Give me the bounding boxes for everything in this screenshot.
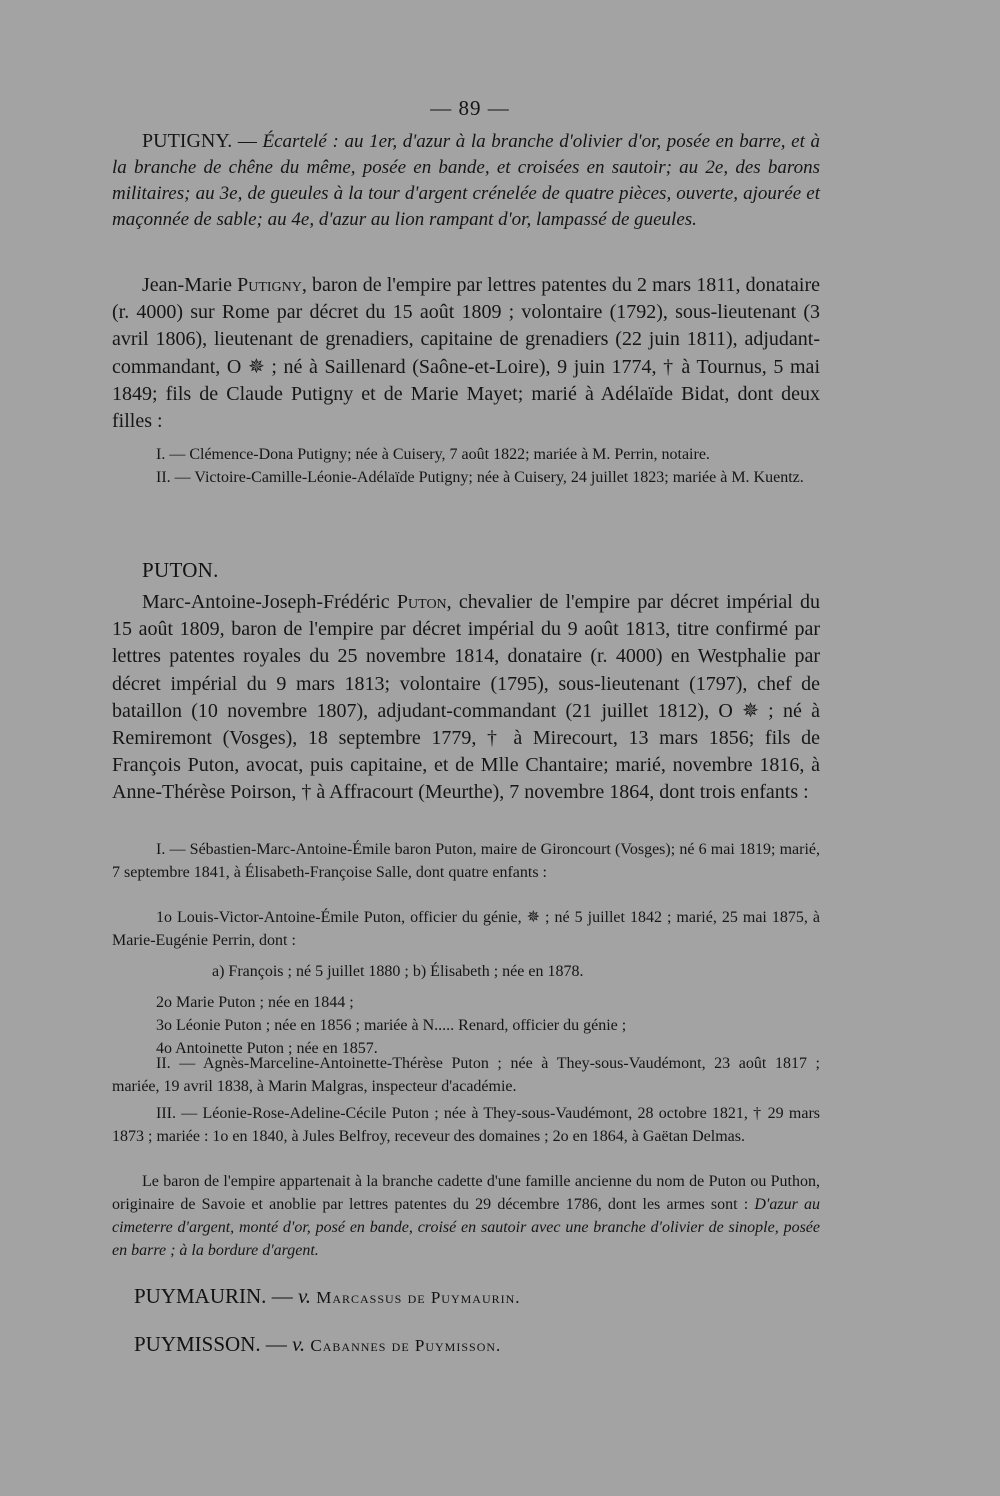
reference-puymisson	[134, 1332, 501, 1357]
putigny-arms	[112, 128, 820, 233]
putigny-title: PUTIGNY.	[142, 130, 233, 152]
puton-note	[112, 1170, 820, 1262]
putigny-children	[112, 443, 820, 489]
grandchild-3: 3o Léonie Puton ; née en 1856 ; mariée à N..... Renard, officier du génie ;	[156, 1017, 627, 1034]
grandchild-1-children: a) François ; né 5 juillet 1880 ; b) Élisabeth ; née en 1878.	[212, 963, 584, 980]
puton-note-arms: D'azur au cimeterre d'argent, monté d'or, posé en bande, croisé en sautoir avec une branche d'olivier de sinople, posée en barre ; à la bordure d'argent.	[112, 1196, 820, 1259]
reference-puymisson-target: Cabannes de Puymisson.	[305, 1336, 502, 1355]
puton-bio-name: Puton,	[396, 591, 452, 613]
reference-puymisson-v: v.	[292, 1332, 306, 1356]
puton-child-3-block	[112, 1102, 820, 1148]
reference-puymisson-title: PUYMISSON.	[134, 1332, 261, 1356]
reference-puymisson-sep: —	[260, 1332, 293, 1356]
puton-biography	[112, 589, 820, 807]
puton-grandchildren	[112, 906, 820, 1060]
grandchild-4: 4o Antoinette Puton ; née en 1857.	[156, 1040, 378, 1057]
putigny-bio-prefix: Jean-Marie	[142, 274, 238, 296]
putigny-bio-text: baron de l'empire par lettres patentes du 2 mars 1811, donataire (r. 4000) sur Rome par décret du 15 août 1809 ; volontaire (1792), sous-lieutenant (3 avril 1806), lieutenant de grenadiers, capitaine de grenadiers (22 juin 1811), adjudant-commandant, O ✵ ; né à Saillenard (Saône-et-Loire), 9 juin 1774, † à Tournus, 5 mai 1849; fils de Claude Putigny et de Marie Mayet; marié à Adélaïde Bidat, dont deux filles :	[112, 274, 820, 433]
reference-puymaurin-sep: —	[266, 1284, 298, 1308]
grandchild-1: 1o Louis-Victor-Antoine-Émile Puton, officier du génie, ✵ ; né 5 juillet 1842 ; marié, 25 mai 1875, à Marie-Eugénie Perrin, dont :	[112, 909, 820, 949]
puton-child-1: I. — Sébastien-Marc-Antoine-Émile baron Puton, maire de Gironcourt (Vosges); né 6 mai 1819; marié, 7 septembre 1841, à Élisabeth-Françoise Salle, dont quatre enfants :	[112, 841, 820, 881]
putigny-child-2: II. — Victoire-Camille-Léonie-Adélaïde Putigny; née à Cuisery, 24 juillet 1823; mariée à M. Kuentz.	[156, 469, 804, 486]
reference-puymaurin-target: Marcassus de Puymaurin.	[310, 1288, 521, 1307]
page-number: — 89 —	[430, 96, 510, 120]
reference-puymaurin	[134, 1284, 521, 1309]
reference-puymaurin-title: PUYMAURIN.	[134, 1284, 267, 1308]
puton-bio-text: chevalier de l'empire par décret impérial du 15 août 1809, baron de l'empire par décret impérial du 9 août 1813, titre confirmé par lettres patentes royales du 25 novembre 1814, donataire (r. 4000) en Westphalie par décret impérial du 9 mars 1813; volontaire (1795), sous-lieutenant (1797), chef de bataillon (10 novembre 1807), adjudant-commandant (21 juillet 1812), O ✵ ; né à Remiremont (Vosges), 18 septembre 1779, † à Mirecourt, 13 mars 1856; fils de François Puton, avocat, puis capitaine, et de Mlle Chantaire; marié, novembre 1816, à Anne-Thérèse Poirson, † à Affracourt (Meurthe), 7 novembre 1864, dont trois enfants :	[112, 591, 821, 804]
puton-title: PUTON.	[142, 558, 219, 582]
reference-puymaurin-v: v.	[297, 1284, 311, 1308]
puton-child-2-block	[112, 1052, 820, 1098]
puton-child-2: II. — Agnès-Marceline-Antoinette-Thérèse Puton ; née à They-sous-Vaudémont, 23 août 1817 ; mariée, 19 avril 1838, à Marin Malgras, inspecteur d'académie.	[112, 1055, 820, 1095]
putigny-bio-name: Putigny,	[237, 274, 307, 296]
grandchild-2: 2o Marie Puton ; née en 1844 ;	[156, 994, 354, 1011]
puton-note-text: Le baron de l'empire appartenait à la branche cadette d'une famille ancienne du nom de Puton ou Puthon, originaire de Savoie et anoblie par lettres patentes du 29 décembre 1786, dont les armes sont :	[112, 1173, 820, 1213]
putigny-child-1: I. — Clémence-Dona Putigny; née à Cuisery, 7 août 1822; mariée à M. Perrin, notaire.	[156, 446, 710, 463]
putigny-biography	[112, 272, 820, 435]
puton-child-3: III. — Léonie-Rose-Adeline-Cécile Puton ; née à They-sous-Vaudémont, 28 octobre 1821, † 29 mars 1873 ; mariée : 1o en 1840, à Jules Belfroy, receveur des domaines ; 2o en 1864, à Gaëtan Delmas.	[112, 1105, 820, 1145]
putigny-arms-dash: —	[232, 131, 263, 152]
putigny-arms-text: Écartelé : au 1er, d'azur à la branche d'olivier d'or, posée en barre, et à la branche de chêne du même, posée en bande, et croisées en sautoir; au 2e, des barons militaires; au 3e, de gueules à la tour d'argent crénelée de quatre pièces, ouverte, ajourée et maçonnée de sable; au 4e, d'azur au lion rampant d'or, lampassé de gueules.	[112, 131, 821, 230]
puton-bio-prefix: Marc-Antoine-Joseph-Frédéric	[142, 591, 397, 613]
puton-child-1-block	[112, 838, 820, 884]
